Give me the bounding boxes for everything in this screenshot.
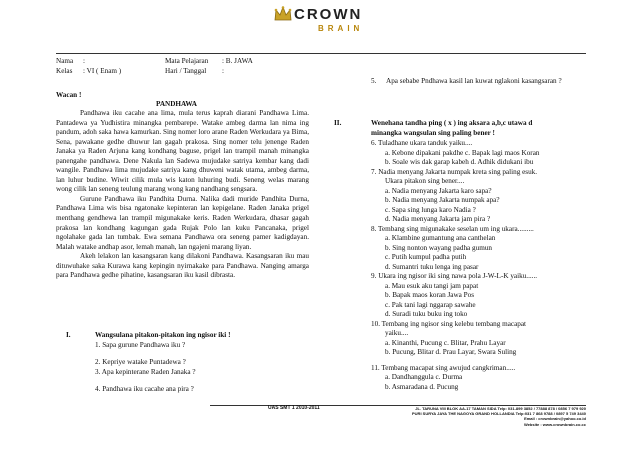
hari-value: : [222,67,224,75]
nama-label: Nama [56,57,74,65]
reading-paragraph: Pandhawa iku cacahe ana lima, mula terus kaprah diarani Pandhawa Lima. Pantadewa ya Yudhistira minangka pembarepe. Watake ambeg darma lan nima ing pandum, adoh saka hawa kamurkan. Sing nomer loro arane Raden Werkudara ya Bima, Sena, pawakane gedhe dhuwur lan gagah prakosa. Sing nomer telu jenenge Raden Janaka ya Raden Arjuna kang kondhang baguse, prigel lan trampil manah minangka panengahe pandhawa. Dene Nakula lan Sadewa mujudake satriya kembar kang dadi wangile. Pandhawa lima mujudake satriya kang dhuweni watak utama, ambeg darma, lan luhur budine. Wiwit cilik mula wis katon luhuring budi. Seneng welas marang wong cilik lan seneng teulung marang wong kang nandhang sengsara. [56,109,309,194]
mc-option: d. Nadia menyang Jakarta jam pira ? [385,215,491,223]
mapel-label: Mata Pelajaran [165,57,209,65]
mc-option: a. Mau esuk aku tangi jam papat [385,281,479,290]
section2-title-line2: minangka wangsulan sing paling bener ! [371,129,495,137]
question-5-number: 5. [371,77,377,85]
reading-body [56,109,309,281]
kelas-value: : VI ( Enam ) [83,67,122,75]
mc-question: 11. Tembang macapat sing awujud cangkriman..... [371,363,516,372]
question-1: 1. Sapa gurune Pandhawa iku ? [95,341,186,349]
mc-option: a. Klambine gumantung ana canthelan [385,234,496,242]
mc-option: c. Putih kumpul padha putih [385,253,467,261]
question-5-text: Apa sebabe Pndhawa kasil lan kuwat nglakoni kasangsaran ? [386,77,562,85]
footer-left: UAS SMT 1 2010-2011 [268,405,320,411]
reading-paragraph: Gurune Pandhawa iku Pandhita Durna. Nalika dadi muride Pandhita Durna, Pandhawa Lima wis bisa ngatonake kepinteran lan kepigelane. Raden Janaka prigel menthang gendhewa lan trampil migunakake keris. Raden Werkudara, dhasar gagah prakosa lan kondhang kagungan gada Rujak Polo lan kuku Pancanaka, prigel ngolahake gada lan tumbak. Ewa semana Pandhawa ora seneng pamer kadigdayan. Malah watake andhap asor, lemah manah, lan ngajeni marang liyan. [56,194,309,251]
mapel-value: : B. JAWA [222,57,253,65]
mc-option: b. Bapak maos koran Jawa Pos [385,291,475,299]
reading-title: PANDHAWA [156,100,197,108]
mc-option: a. Nadia menyang Jakarta karo sapa? [385,186,492,195]
mc-question: 7. Nadia menyang Jakarta numpak kreta sing paling esuk. [371,167,538,176]
wacan-label: Wacan ! [56,91,82,99]
section1-number: I. [66,331,71,339]
mc-option: b. Pucung, Blitar d. Prau Layar, Swara Suling [385,348,517,356]
mc-item-6 [371,139,591,168]
crown-icon [274,6,292,22]
section2-number: II. [334,119,342,127]
mc-questions [371,139,591,392]
mc-option: a. Kinanthi, Pucung c. Blitar, Prahu Layar [385,338,506,347]
mc-item-8 [371,225,591,273]
mc-question-cont: Ukara pitakon sing bener.... [385,177,465,185]
mc-question: 10. Tembang ing ngisor sing kelebu tembang macapat [371,319,527,328]
mc-item-11 [371,364,591,393]
mc-question-cont: yaiku.... [385,329,409,337]
footer-website: Website : www.crownbrain.co.cc [523,421,586,427]
mc-option: b. Sing nonton wayang padha gumun [385,243,493,252]
mc-option: d. Sumantri tuku lenga ing pasar [385,262,479,271]
section2-title-line1: Wenehana tandha ping ( x ) ing aksara a,b,c utawa d [371,119,533,127]
logo [274,6,374,44]
mc-question: 8. Tembang sing migunakake seselan um ing ukara......... [371,224,534,233]
footer-address-1: JL. TARUNA VIII BLOK AA-17 TAMAN SIDA Telp: 031-899 3852 / 77888 878 / 0856 7 979 920 [415,406,586,411]
mc-option: b. Asmaradana d. Pucung [385,382,459,391]
mc-item-9 [371,272,591,320]
mc-option: a. Kebone dipakani pakdhe c. Bapak lagi maos Koran [385,148,540,157]
mc-option: a. Dandhanggula c. Durma [385,373,463,381]
question-2: 2. Kepriye watake Puntadewa ? [95,358,186,366]
mc-option: c. Pak tani lagi nggarap sawahe [385,300,476,309]
question-3: 3. Apa kepinterane Raden Janaka ? [95,368,196,376]
footer-address-2: PURI SURYA JAYA THE NAGOYA GRAND HOLLANDIA Telp:031 7 868 9788 / 0897 5 749 3440 [412,411,586,417]
logo-word-brain: BRAIN [318,24,364,33]
mc-question: 6. Tuladhane ukara tanduk yaiku.... [371,139,473,147]
mc-item-7 [371,168,591,225]
mc-question: 9. Ukara ing ngisor iki sing nawa pola J-W-L-K yaiku...... [371,272,538,280]
hari-label: Hari / Tanggal [165,67,207,75]
mc-option: b. Nadia menyang Jakarta numpak apa? [385,196,500,204]
mc-option: d. Suradi tuku buku ing toko [385,310,468,318]
kelas-label: Kelas [56,67,73,75]
nama-colon: : [83,57,85,65]
mc-option: b. Soale wis dak garap kabeh d. Adhik didukani ibu [385,158,534,166]
footer-email: Email : crownbrain@yahoo.co.id [524,416,586,422]
reading-paragraph: Akeh lelakon lan kasangsaran kang dilakoni Pandhawa. Kasangsaran iku mau dituwuhake saka Kurawa kang kepingin nyirnakake para Pandhawa. Nanging amarga para Pandhawa gedhe pihatine, kasangsaran iku kasil dibrasta. [56,252,309,280]
logo-word-crown: CROWN [294,6,363,23]
mc-option: c. Sapa sing lunga karo Nadia ? [385,205,476,214]
section1-title: Wangsulana pitakon-pitakon ing ngisor iki ! [95,331,231,339]
footer-contact [412,406,586,427]
question-4: 4. Pandhawa iku cacahe ana pira ? [95,385,194,393]
mc-item-10 [371,320,591,358]
header-rule [56,53,586,54]
